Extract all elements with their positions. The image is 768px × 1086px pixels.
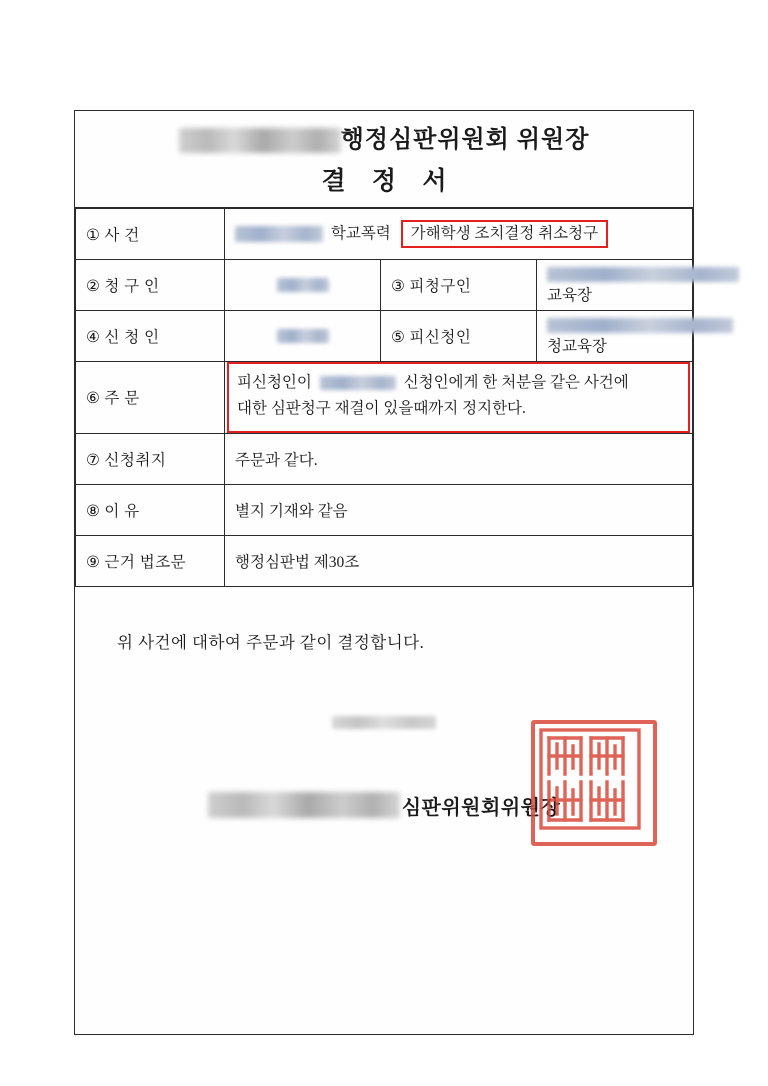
order-line-1 <box>237 370 680 396</box>
decision-table <box>75 208 693 587</box>
row-value-claimant <box>225 260 381 311</box>
row-value-reason: 별지 기재와 같음 <box>225 484 693 535</box>
closing-statement: 위 사건에 대하여 주문과 같이 결정합니다. <box>117 632 425 652</box>
row-value-legal-basis: 행정심판법 제30조 <box>225 535 693 586</box>
header-title-line1 <box>75 125 693 155</box>
row-number-6: ⑥ <box>86 390 101 408</box>
row-number-9: ⑨ <box>86 553 101 571</box>
row-number-5: ⑤ <box>391 329 406 346</box>
signature-title: 심판위원회위원장 <box>401 796 561 819</box>
row-label-text-4: 신 청 인 <box>104 329 160 346</box>
header-title-suffix: 행정심판위원회 위원장 <box>340 127 590 153</box>
table-row-applicant <box>76 311 693 362</box>
document-title: 결 정 서 <box>321 168 457 195</box>
table-row-purpose <box>76 433 693 484</box>
row-number-3: ③ <box>391 278 406 295</box>
redacted-claimant-name <box>277 278 329 292</box>
redacted-organization-name <box>179 128 341 153</box>
redacted-order-date <box>320 376 396 390</box>
redacted-case-number <box>235 226 323 242</box>
official-seal-stamp <box>531 720 657 846</box>
row-label-text-9: 근거 법조문 <box>104 553 187 571</box>
row-label-text-5: 피신청인 <box>409 329 472 346</box>
table-row-order <box>76 362 693 434</box>
seal-icon <box>535 724 645 834</box>
row-label-purpose <box>76 433 225 484</box>
row-label-text-8: 이 유 <box>104 502 140 520</box>
case-type-text: 학교폭력 <box>330 224 391 242</box>
row-value-case <box>225 209 693 260</box>
row-value-applicant <box>225 311 381 362</box>
row-value-respondent <box>537 260 693 311</box>
row-number-4: ④ <box>86 329 101 346</box>
redacted-decision-date <box>332 716 436 729</box>
case-subject-highlight: 가해학생 조치결정 취소청구 <box>401 220 608 249</box>
row-label-text-6: 주 문 <box>104 390 140 408</box>
table-row-case <box>76 209 693 260</box>
row-number-1: ① <box>86 227 101 244</box>
row-label-respondent <box>381 260 537 311</box>
table-row-reason <box>76 484 693 535</box>
redacted-applicant-name <box>277 329 329 343</box>
row-label-respondent-applicant <box>381 311 537 362</box>
row-value-purpose: 주문과 같다. <box>225 433 693 484</box>
respondent-applicant-suffix: 청교육장 <box>547 338 607 355</box>
row-label-order <box>76 362 225 434</box>
table-row-legal-basis <box>76 535 693 586</box>
row-label-text-7: 신청취지 <box>104 451 167 469</box>
table-row-claimant <box>76 260 693 311</box>
redacted-respondent-applicant-office <box>547 318 733 333</box>
row-label-applicant <box>76 311 225 362</box>
row-label-text-1: 사 건 <box>104 227 140 244</box>
redacted-committee-name <box>208 792 400 818</box>
row-label-text-3: 피청구인 <box>409 278 472 295</box>
order-highlight-box <box>227 362 690 433</box>
row-label-case <box>76 209 225 260</box>
order-line-2: 대한 심판청구 재결이 있을때까지 정지한다. <box>237 400 526 418</box>
row-number-7: ⑦ <box>86 451 101 469</box>
order-text-part2: 신청인에게 한 처분을 같은 사건에 <box>403 374 629 391</box>
row-label-text-2: 청 구 인 <box>104 278 160 295</box>
respondent-suffix: 교육장 <box>547 287 592 304</box>
redacted-respondent-office <box>547 267 739 282</box>
row-number-8: ⑧ <box>86 502 101 520</box>
row-label-reason <box>76 484 225 535</box>
order-text-part1: 피신청인이 <box>237 374 312 391</box>
closing-section <box>75 587 693 872</box>
decision-document <box>74 110 694 1035</box>
row-label-legal-basis <box>76 535 225 586</box>
row-label-claimant <box>76 260 225 311</box>
row-value-respondent-applicant <box>537 311 693 362</box>
row-value-order <box>225 362 693 434</box>
row-number-2: ② <box>86 278 101 295</box>
document-header <box>75 111 693 208</box>
